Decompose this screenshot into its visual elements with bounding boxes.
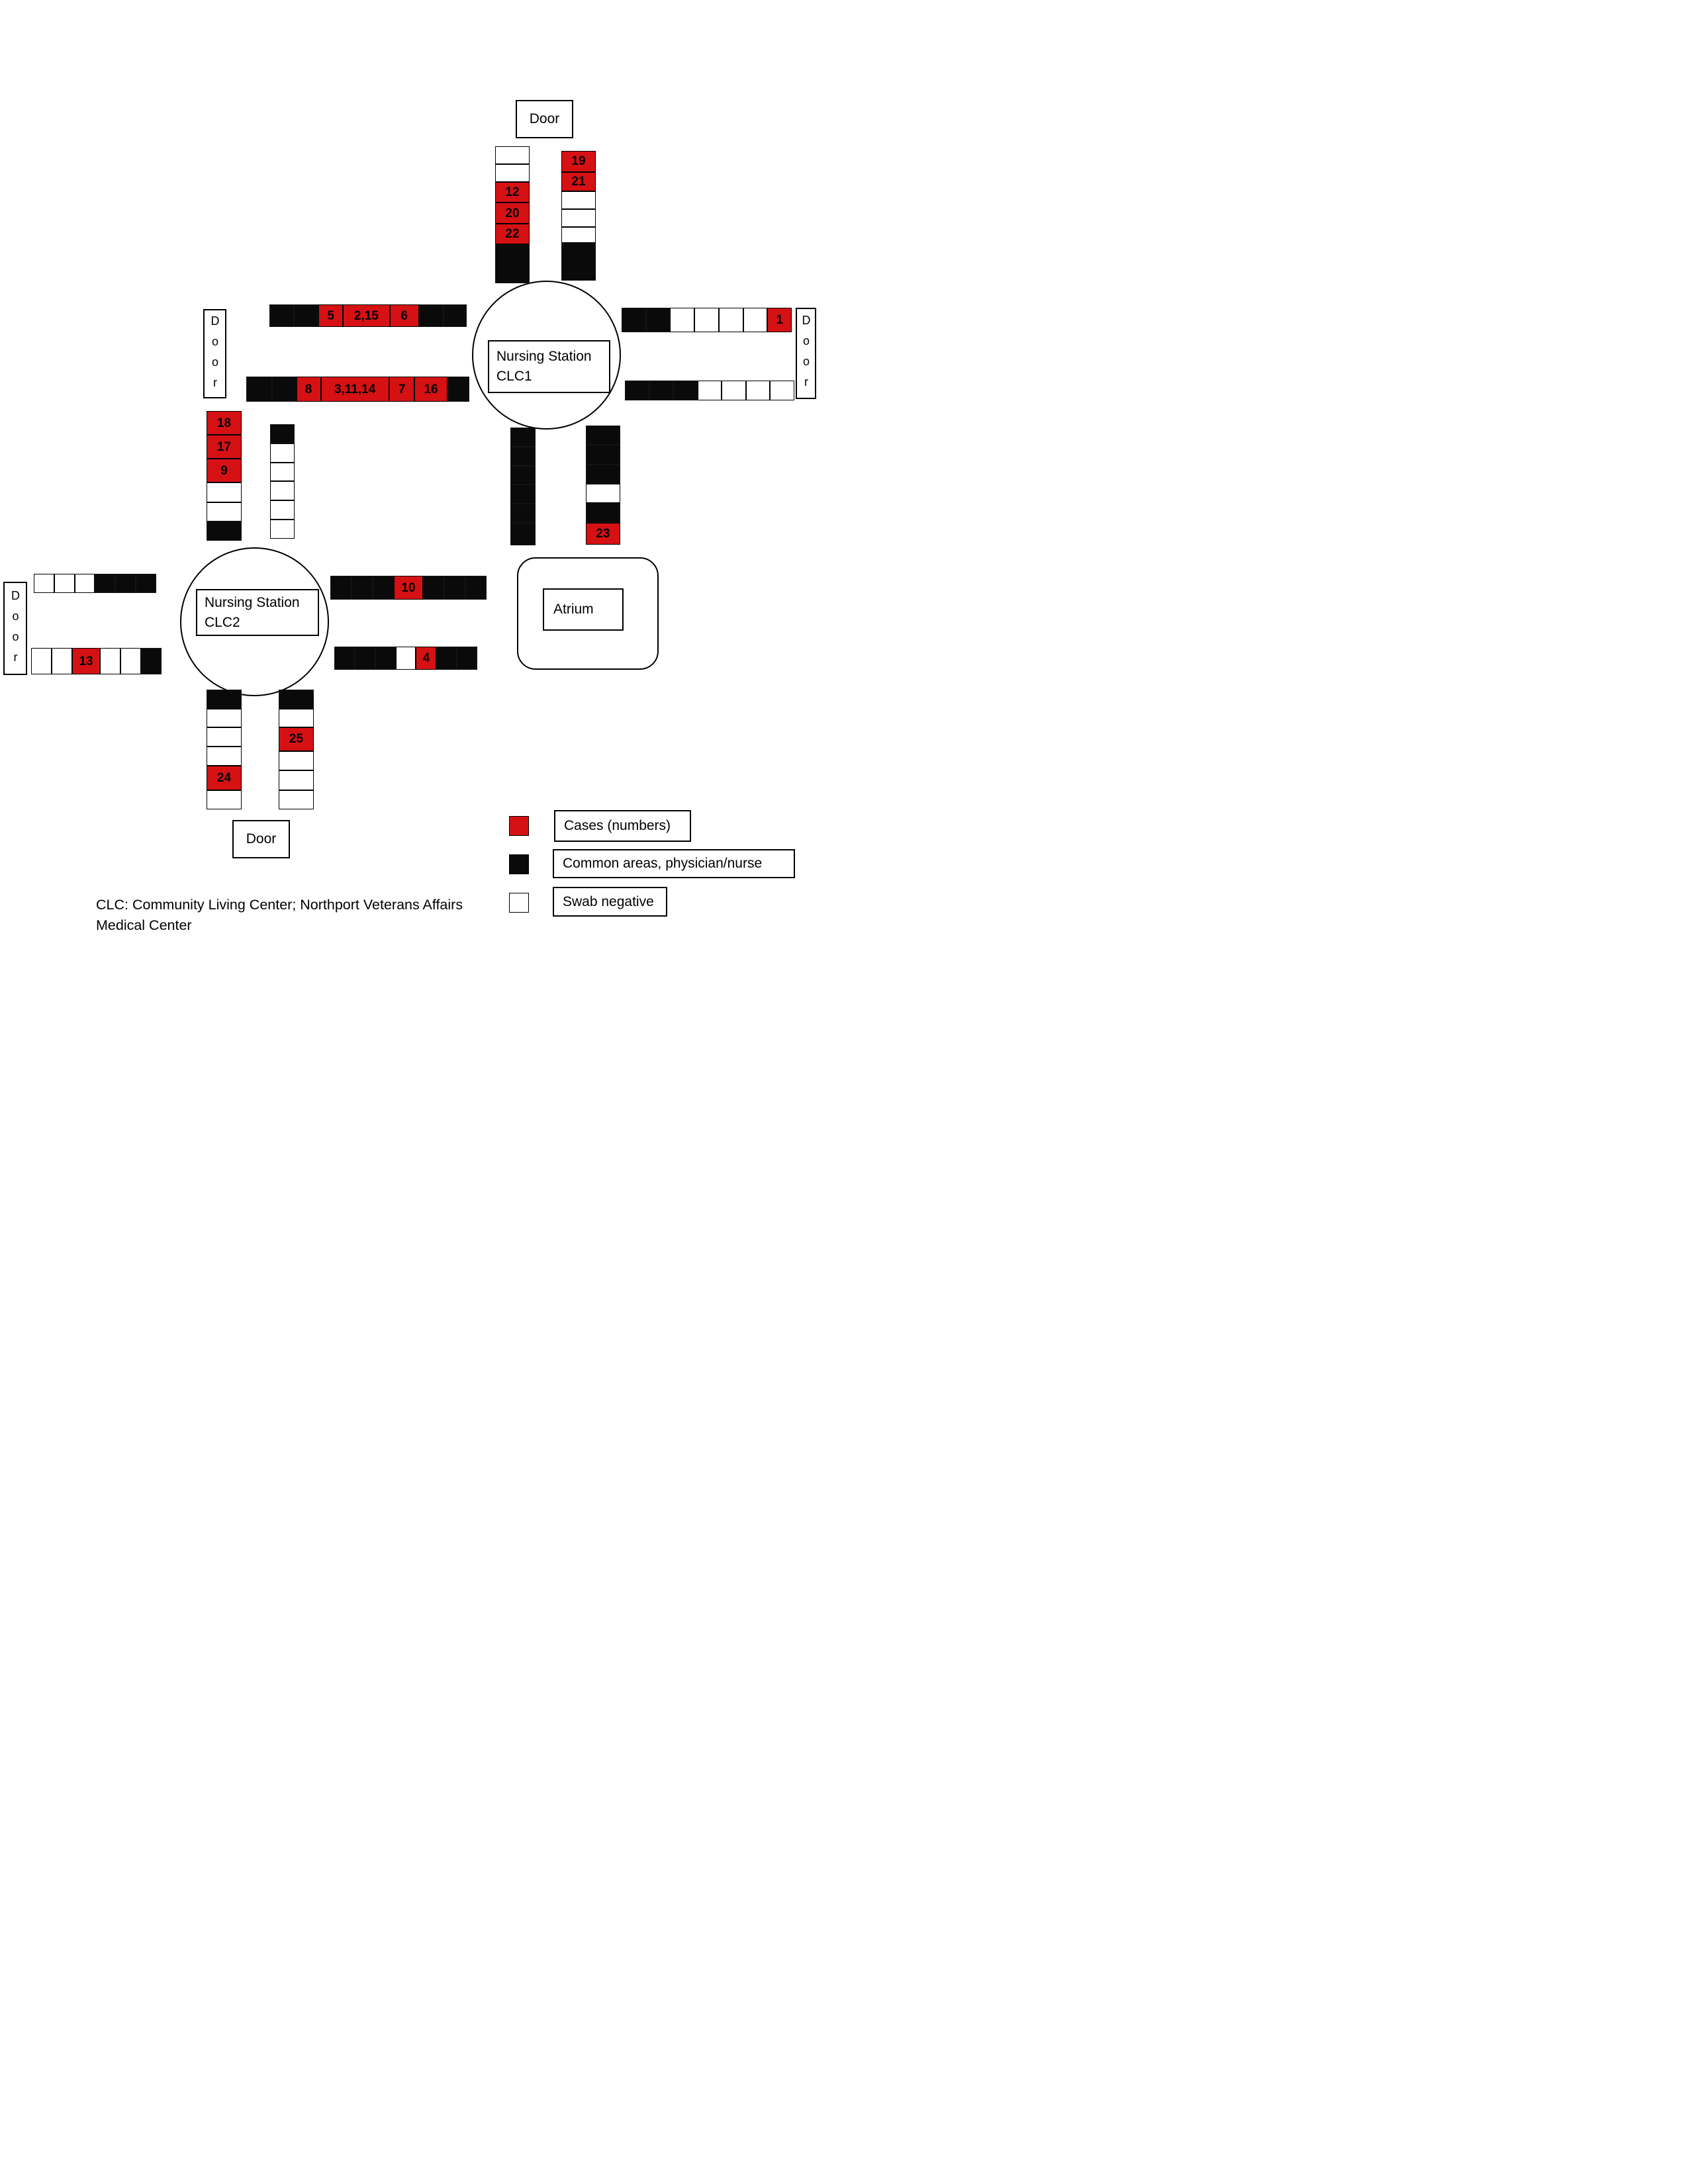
room-column-mid-center-west	[510, 428, 536, 545]
room-column-mid-west-outer	[207, 411, 242, 541]
room-cell-common	[646, 308, 671, 332]
room-cell-common	[447, 377, 469, 402]
room-cell-case-12: 12	[495, 182, 530, 203]
room-cell-case-10: 10	[394, 576, 423, 600]
door-top: Door	[516, 100, 573, 138]
room-cell-case-5: 5	[318, 304, 343, 327]
nursing-station-clc1-line1: Nursing Station	[496, 349, 592, 364]
room-cell-negative	[207, 502, 242, 522]
room-cell-negative	[586, 484, 620, 503]
room-cell-case-1: 1	[767, 308, 792, 332]
room-cell-common	[465, 576, 487, 600]
room-row-clc1-east-upper	[622, 308, 792, 332]
room-cell-common	[586, 465, 620, 484]
room-row-clc1-west-lower	[246, 377, 469, 402]
room-cell-common	[375, 647, 396, 670]
figure-caption-line1: CLC: Community Living Center; Northport Veterans Affairs	[96, 897, 463, 913]
door-right-clc1: Door	[796, 308, 816, 399]
room-column-top-west	[495, 146, 530, 283]
room-cell-case-9: 9	[207, 459, 242, 482]
room-cell-negative	[561, 191, 596, 209]
room-cell-negative	[722, 381, 746, 400]
room-cell-case-21: 21	[561, 172, 596, 191]
room-cell-negative	[279, 751, 314, 770]
room-cell-negative	[207, 727, 242, 747]
room-cell-negative	[207, 747, 242, 766]
room-cell-case-7: 7	[389, 377, 415, 402]
room-row-clc2-east-lower	[334, 647, 477, 670]
room-cell-common	[510, 428, 536, 447]
room-column-mid-center-east	[586, 426, 620, 545]
room-cell-case-3,11,14: 3,11,14	[321, 377, 389, 402]
room-cell-common	[270, 424, 295, 443]
room-cell-negative	[670, 308, 694, 332]
legend-label-cases: Cases (numbers)	[554, 810, 691, 842]
room-cell-common	[294, 304, 318, 327]
room-cell-negative	[694, 308, 719, 332]
room-cell-negative	[698, 381, 722, 400]
room-cell-common	[510, 447, 536, 466]
legend-label-common-areas: Common areas, physician/nurse	[553, 849, 795, 878]
room-cell-common	[444, 304, 467, 327]
room-cell-negative	[52, 648, 72, 674]
clc-floorplan-diagram	[0, 0, 844, 1092]
figure-caption	[96, 895, 487, 936]
room-cell-case-2,15: 2,15	[343, 304, 389, 327]
room-cell-common	[510, 504, 536, 523]
room-row-clc2-east-upper	[330, 576, 487, 600]
room-cell-common	[352, 576, 373, 600]
legend-label-swab-negative: Swab negative	[553, 887, 667, 917]
room-cell-common	[495, 244, 530, 283]
room-cell-negative	[743, 308, 768, 332]
room-column-bottom-east	[279, 690, 314, 809]
room-cell-common	[279, 690, 314, 709]
room-cell-negative	[120, 648, 141, 674]
legend-swatch-swab-negative	[509, 893, 529, 913]
room-cell-negative	[270, 481, 295, 500]
room-cell-case-18: 18	[207, 411, 242, 435]
room-cell-negative	[207, 709, 242, 727]
room-cell-common	[510, 466, 536, 485]
room-cell-common	[586, 445, 620, 464]
room-cell-case-22: 22	[495, 224, 530, 244]
room-row-clc1-east-lower	[625, 381, 794, 400]
nursing-station-clc2-line2: CLC2	[205, 614, 240, 630]
room-column-mid-west-inner	[270, 424, 295, 539]
room-cell-common	[136, 574, 156, 593]
nursing-station-clc1-label	[488, 340, 610, 393]
door-left-clc1: Door	[203, 309, 226, 398]
room-cell-case-25: 25	[279, 727, 314, 751]
room-cell-case-13: 13	[72, 648, 100, 674]
room-cell-negative	[770, 381, 794, 400]
room-cell-negative	[279, 790, 314, 809]
room-cell-negative	[746, 381, 771, 400]
room-cell-common	[436, 647, 457, 670]
room-column-top-east	[561, 151, 596, 281]
room-cell-common	[625, 381, 649, 400]
atrium-label: Atrium	[543, 588, 624, 631]
room-cell-common	[373, 576, 394, 600]
room-cell-negative	[270, 443, 295, 463]
room-cell-case-6: 6	[390, 304, 419, 327]
room-row-clc1-west-upper	[269, 304, 467, 327]
nursing-station-clc2-label	[196, 589, 319, 636]
room-cell-common	[649, 381, 674, 400]
room-cell-common	[419, 304, 444, 327]
room-cell-common	[95, 574, 115, 593]
room-cell-negative	[207, 790, 242, 809]
room-cell-common	[330, 576, 352, 600]
nursing-station-clc1-line2: CLC1	[496, 369, 532, 384]
room-cell-negative	[279, 770, 314, 790]
room-row-clc2-west-upper	[34, 574, 156, 593]
room-cell-common	[561, 243, 596, 281]
room-cell-common	[269, 304, 294, 327]
room-cell-case-24: 24	[207, 766, 242, 790]
room-cell-case-8: 8	[297, 377, 321, 402]
legend-swatch-common-areas	[509, 854, 529, 874]
room-cell-negative	[75, 574, 95, 593]
room-column-bottom-west	[207, 690, 242, 809]
room-cell-case-17: 17	[207, 435, 242, 459]
room-cell-negative	[561, 209, 596, 227]
room-cell-negative	[495, 164, 530, 182]
room-cell-case-16: 16	[414, 377, 447, 402]
room-cell-negative	[270, 520, 295, 539]
room-cell-negative	[495, 146, 530, 164]
legend-swatch-cases	[509, 816, 529, 836]
room-cell-negative	[270, 463, 295, 482]
room-cell-negative	[719, 308, 743, 332]
room-cell-negative	[270, 500, 295, 520]
room-cell-common	[586, 426, 620, 445]
room-cell-common	[673, 381, 698, 400]
room-cell-common	[141, 648, 162, 674]
room-cell-common	[272, 377, 297, 402]
room-cell-common	[423, 576, 444, 600]
room-cell-common	[207, 522, 242, 541]
room-cell-case-23: 23	[586, 523, 620, 545]
room-cell-common	[622, 308, 646, 332]
room-cell-common	[334, 647, 355, 670]
room-cell-common	[207, 690, 242, 709]
room-cell-common	[586, 503, 620, 522]
room-cell-common	[510, 523, 536, 545]
room-cell-common	[246, 377, 272, 402]
room-cell-common	[510, 484, 536, 504]
room-row-clc2-west-lower	[31, 648, 162, 674]
room-cell-case-19: 19	[561, 151, 596, 172]
room-cell-negative	[207, 482, 242, 502]
room-cell-case-20: 20	[495, 203, 530, 224]
room-cell-negative	[279, 709, 314, 727]
room-cell-common	[355, 647, 375, 670]
room-cell-case-4: 4	[416, 647, 436, 670]
room-cell-negative	[54, 574, 75, 593]
room-cell-negative	[31, 648, 52, 674]
room-cell-common	[115, 574, 136, 593]
figure-caption-line2: Medical Center	[96, 917, 192, 933]
nursing-station-clc2-line1: Nursing Station	[205, 594, 300, 610]
door-bottom: Door	[232, 820, 290, 858]
room-cell-common	[444, 576, 465, 600]
door-left-clc2: Door	[3, 582, 27, 675]
room-cell-negative	[561, 227, 596, 243]
room-cell-negative	[34, 574, 54, 593]
room-cell-negative	[100, 648, 120, 674]
room-cell-common	[457, 647, 477, 670]
room-cell-negative	[396, 647, 416, 670]
